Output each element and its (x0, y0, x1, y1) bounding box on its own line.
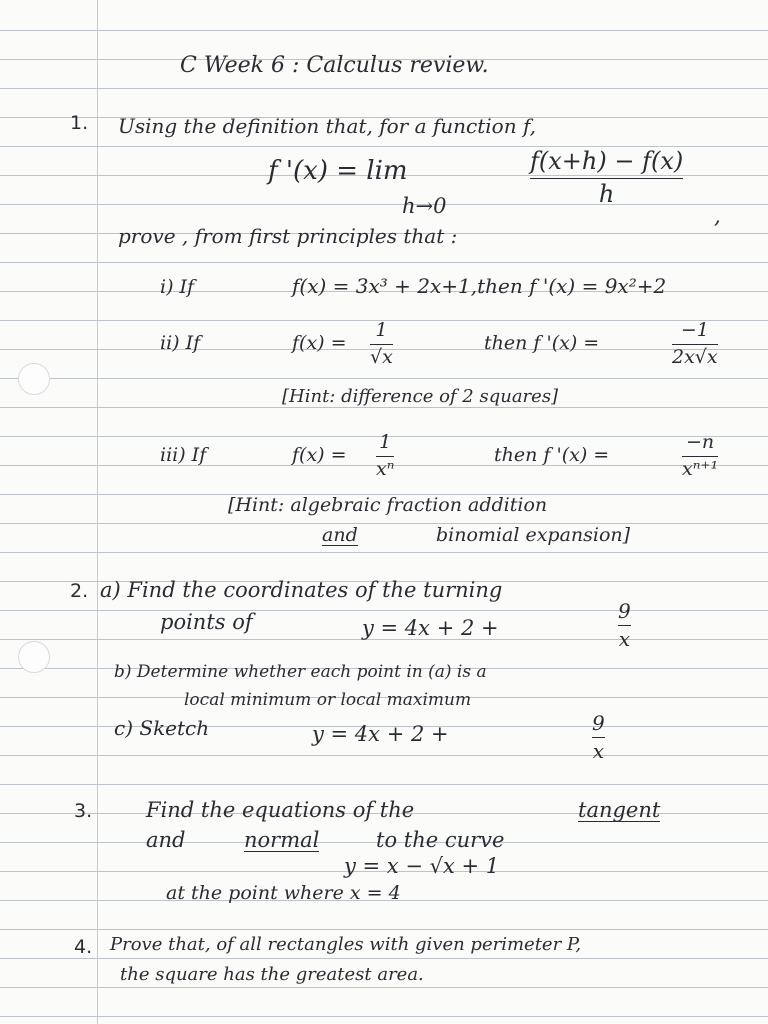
q3-line1: Find the equations of the (146, 798, 415, 822)
margin-line (97, 0, 98, 1024)
page-title: C Week 6 : Calculus review. (180, 53, 489, 78)
q2-c-fraction (592, 712, 605, 763)
fraction-denominator: xⁿ (376, 457, 395, 480)
fraction-numerator: 1 (379, 431, 392, 453)
q1-iii-fraction (376, 432, 394, 481)
q2-c-text: c) Sketch (114, 716, 210, 740)
fraction-denominator: x (592, 739, 604, 763)
fraction-denominator: 2x√x (672, 345, 718, 368)
q2-b-text-2: local minimum or local maximum (184, 690, 472, 710)
fraction-numerator: −1 (680, 319, 709, 341)
fraction-denominator: x (618, 627, 630, 651)
q4-line2: the square has the greatest area. (120, 964, 424, 985)
q2-a-equation: y = 4x + 2 + (362, 616, 499, 640)
fraction-bar (376, 456, 394, 457)
q1-iii-hint-line2: binomial expansion] (436, 524, 631, 546)
q2-a-text-2: points of (160, 610, 253, 634)
q1-iii-label: iii) If (160, 444, 207, 466)
q3-normal: normal (244, 828, 320, 852)
fraction-bar (530, 178, 683, 179)
q1-iii-hint-and: and (322, 524, 358, 546)
fraction-numerator: 9 (618, 599, 631, 623)
q3-line2-and: and (146, 828, 186, 852)
fraction-numerator: 9 (592, 711, 605, 735)
fraction-denominator: √x (370, 345, 393, 368)
q1-comma: , (714, 204, 721, 228)
q1-definition-lhs: f '(x) = lim (268, 156, 408, 186)
q2-b-text: b) Determine whether each point in (a) is a (114, 662, 487, 682)
fraction-numerator: −n (685, 431, 715, 453)
q1-ii-result-fraction (672, 320, 718, 369)
q3-number: 3. (74, 800, 93, 822)
q1-iii-hint-line1: [Hint: algebraic fraction addition (228, 494, 548, 516)
fraction-bar (672, 344, 718, 345)
q1-iii-then: then f '(x) = (494, 444, 610, 466)
q2-c-equation: y = 4x + 2 + (312, 722, 449, 746)
q1-iii-result-fraction (682, 432, 718, 481)
q2-a-fraction (618, 600, 631, 651)
fraction-denominator: h (598, 179, 615, 208)
q1-ii-hint: [Hint: difference of 2 squares] (282, 386, 559, 407)
q1-i-label: i) If (160, 276, 195, 298)
q2-number: 2. (70, 580, 89, 602)
binder-hole (18, 641, 50, 673)
q1-ii-lhs: f(x) = (292, 332, 347, 354)
q1-i-expression: f(x) = 3x³ + 2x+1,then f '(x) = 9x²+2 (292, 274, 667, 298)
q3-line4: at the point where x = 4 (166, 882, 401, 904)
q3-tangent: tangent (578, 798, 661, 822)
fraction-bar (682, 456, 718, 457)
fraction-numerator: f(x+h) − f(x) (530, 147, 684, 175)
q4-line1: Prove that, of all rectangles with given perimeter P, (110, 934, 582, 955)
q4-number: 4. (74, 936, 93, 958)
q1-number: 1. (70, 112, 89, 134)
q1-prove-text: prove , from first principles that : (118, 224, 458, 248)
q2-a-text: a) Find the coordinates of the turning (100, 578, 503, 602)
q1-ii-label: ii) If (160, 332, 201, 354)
fraction-bar (592, 737, 605, 738)
q1-definition-limit: h→0 (402, 194, 447, 218)
q1-ii-then: then f '(x) = (484, 332, 600, 354)
q3-curve-equation: y = x − √x + 1 (344, 854, 500, 878)
q1-definition-fraction (530, 148, 683, 208)
binder-hole (18, 363, 50, 395)
q1-ii-fraction (370, 320, 393, 369)
fraction-bar (618, 625, 631, 626)
fraction-numerator: 1 (375, 319, 388, 341)
fraction-denominator: xⁿ⁺¹ (682, 457, 719, 480)
fraction-bar (370, 344, 393, 345)
q1-intro: Using the definition that, for a function f, (118, 114, 536, 138)
q1-iii-lhs: f(x) = (292, 444, 347, 466)
q3-line2-rest: to the curve (376, 828, 505, 852)
